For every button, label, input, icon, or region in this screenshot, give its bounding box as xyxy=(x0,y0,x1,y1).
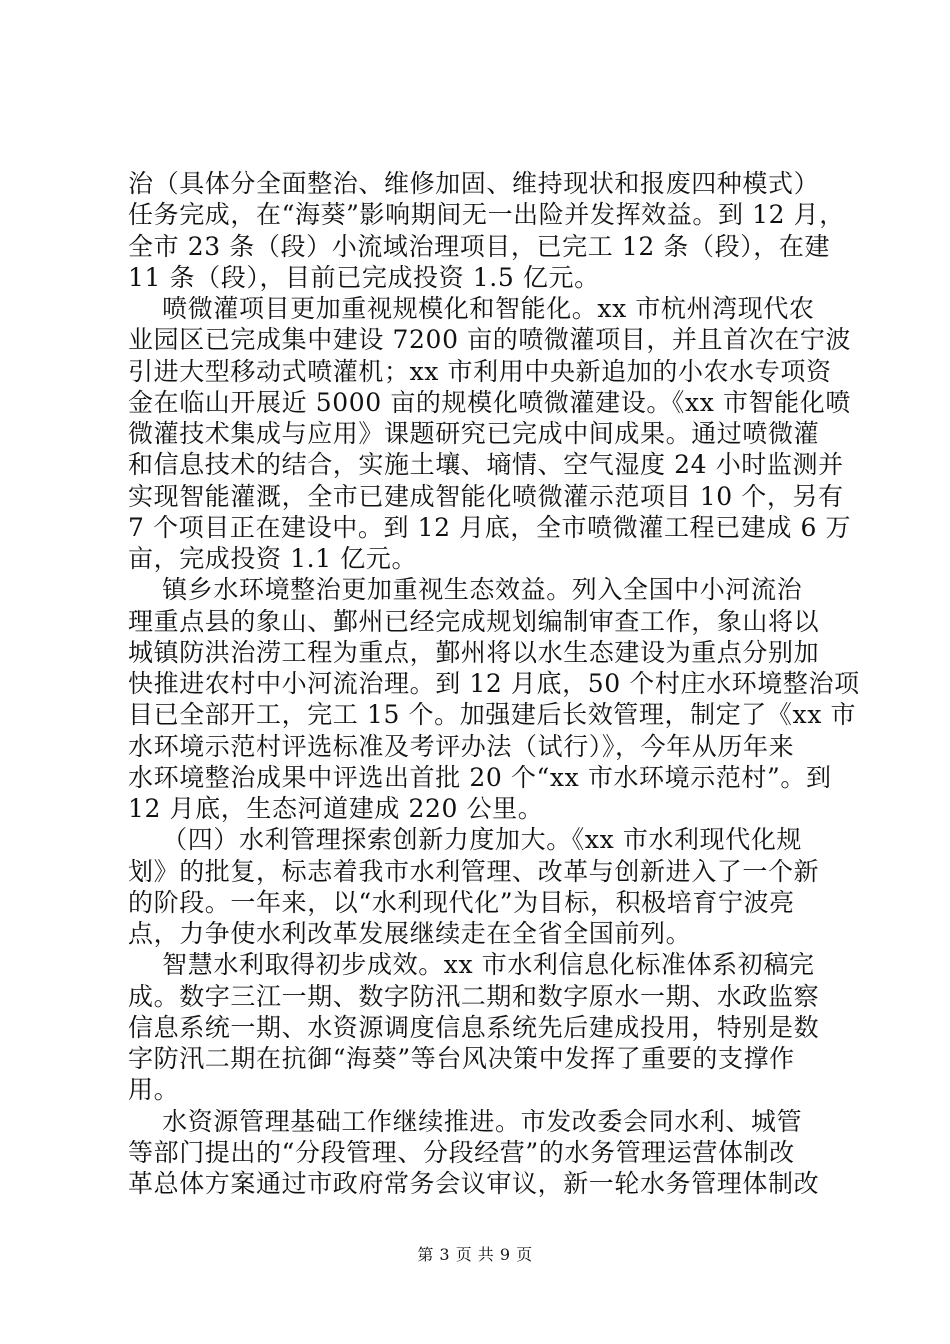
text-line: 水环境整治成果中评选出首批 20 个“xx 市水环境示范村”。到 xyxy=(128,762,832,792)
text-line: 治（具体分全面整治、维修加固、维持现状和报废四种模式） xyxy=(128,169,820,198)
text-line: 12 月底，生态河道建成 220 公里。 xyxy=(128,794,544,823)
text-line: （四）水利管理探索创新力度加大。《xx 市水利现代化规 xyxy=(128,825,803,855)
text-line: 理重点县的象山、鄞州已经完成规划编制审查工作，象山将以 xyxy=(128,606,820,636)
text-line: 成。数字三江一期、数字防汛二期和数字原水一期、水政监察 xyxy=(128,981,820,1011)
text-line: 水环境示范村评选标准及考评办法（试行）》，今年从历年来 xyxy=(128,731,795,761)
text-line: 智慧水利取得初步成效。xx 市水利信息化标准体系初稿完 xyxy=(128,950,815,980)
text-line: 微灌技术集成与应用》课题研究已完成中间成果。通过喷微灌 xyxy=(128,419,820,448)
text-line: 水资源管理基础工作继续推进。市发改委会同水利、城管 xyxy=(128,1106,803,1136)
text-line: 实现智能灌溉，全市已建成智能化喷微灌示范项目 10 个，另有 xyxy=(128,481,844,511)
text-line: 的阶段。一年来，以“水利现代化”为目标，积极培育宁波亮 xyxy=(128,887,795,917)
text-line: 目已全部开工，完工 15 个。加强建后长效管理，制定了《xx 市 xyxy=(128,700,857,730)
text-line: 业园区已完成集中建设 7200 亩的喷微灌项目，并且首次在宁波 xyxy=(128,325,852,355)
text-line: 喷微灌项目更加重视规模化和智能化。xx 市杭州湾现代农 xyxy=(128,294,815,323)
text-line: 和信息技术的结合，实施土壤、墒情、空气湿度 24 小时监测并 xyxy=(128,450,844,480)
text-line: 7 个项目正在建设中。到 12 月底，全市喷微灌工程已建成 6 万 xyxy=(128,512,852,542)
text-line: 革总体方案通过市政府常务会议审议，新一轮水务管理体制改 xyxy=(128,1169,820,1198)
text-line: 城镇防洪治涝工程为重点，鄞州将以水生态建设为重点分别加 xyxy=(128,637,820,667)
text-line: 信息系统一期、水资源调度信息系统先后建成投用，特别是数 xyxy=(128,1012,820,1042)
text-line: 用。 xyxy=(128,1075,180,1105)
text-line: 镇乡水环境整治更加重视生态效益。列入全国中小河流治 xyxy=(128,575,803,605)
text-line: 快推进农村中小河流治理。到 12 月底，50 个村庄水环境整治项 xyxy=(128,669,860,698)
text-line: 引进大型移动式喷灌机；xx 市利用中央新追加的小农水专项资 xyxy=(128,356,832,386)
text-line: 金在临山开展近 5000 亩的规模化喷微灌建设。《xx 市智能化喷 xyxy=(128,387,851,417)
text-line: 11 条（段），目前已完成投资 1.5 亿元。 xyxy=(128,262,600,292)
text-line: 等部门提出的“分段管理、分段经营”的水务管理运营体制改 xyxy=(128,1137,795,1167)
text-line: 亩，完成投资 1.1 亿元。 xyxy=(128,544,418,573)
text-line: 全市 23 条（段）小流域治理项目，已完工 12 条（段），在建 xyxy=(128,231,831,261)
text-line: 点，力争使水利改革发展继续走在全省全国前列。 xyxy=(128,919,692,948)
text-line: 划》的批复，标志着我市水利管理、改革与创新进入了一个新 xyxy=(128,856,820,886)
text-line: 字防汛二期在抗御“海葵”等台风决策中发挥了重要的支撑作 xyxy=(128,1044,795,1073)
text-line: 任务完成，在“海葵”影响期间无一出险并发挥效益。到 12 月， xyxy=(128,200,845,230)
page-footer: 第 3 页 共 9 页 xyxy=(417,1245,533,1264)
document-body xyxy=(128,168,860,1199)
